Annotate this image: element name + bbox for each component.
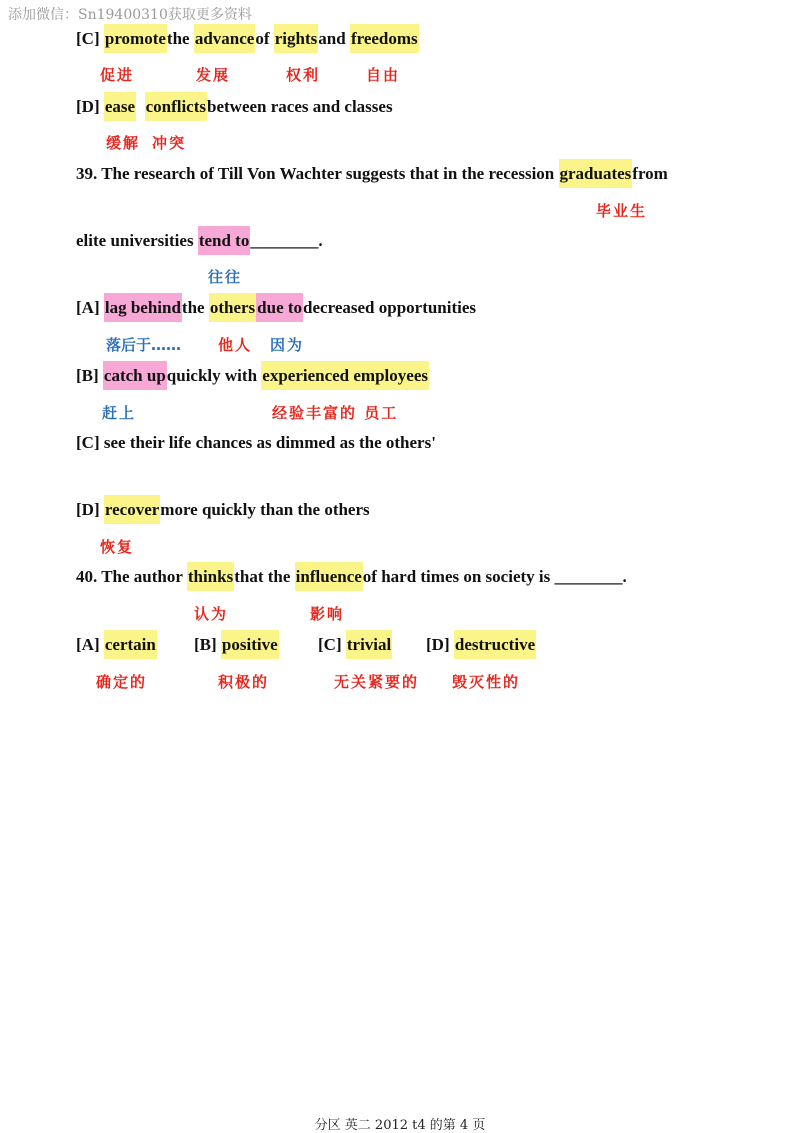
highlight-conflicts: conflicts [145, 92, 207, 121]
annotation: 经验丰富的 员工 [272, 404, 399, 422]
q40-option-d [426, 634, 536, 656]
word: that the [234, 567, 291, 586]
highlight-recover: recover [104, 495, 160, 524]
option-label: [C] [76, 433, 100, 452]
word: the [166, 29, 190, 48]
annotation: 缓解 [106, 134, 141, 152]
word: more quickly than the others [160, 500, 370, 519]
word: of [255, 29, 270, 48]
highlight-tend-to: tend to [198, 226, 251, 255]
highlight-due-to: due to [256, 293, 303, 322]
q39-option-c [76, 432, 436, 454]
q38-option-d [76, 96, 393, 118]
option-label: [B] [194, 635, 217, 654]
word: and [318, 29, 346, 48]
annotation: 因为 [270, 336, 305, 354]
highlight-trivial: trivial [346, 630, 392, 659]
page-footer: 分区 英二 2012 t4 的第 4 页 [314, 1118, 486, 1133]
q39-stem-line1 [76, 163, 668, 185]
annotation: 冲突 [152, 134, 187, 152]
question-text: 40. The author [76, 567, 183, 586]
highlight-thinks: thinks [187, 562, 234, 591]
q39-option-b [76, 365, 429, 387]
q39-option-a [76, 297, 476, 319]
annotation: 他人 [218, 336, 253, 354]
annotation: 落后于…… [106, 336, 182, 354]
highlight-promote: promote [104, 24, 167, 53]
option-label: [C] [318, 635, 342, 654]
annotation: 无关紧要的 [334, 673, 420, 691]
highlight-catch-up: catch up [103, 361, 167, 390]
option-label: [D] [76, 500, 100, 519]
option-label: [D] [76, 97, 100, 116]
highlight-influence: influence [295, 562, 363, 591]
highlight-rights: rights [274, 24, 319, 53]
annotation: 促进 [100, 66, 135, 84]
q40-option-a [76, 634, 157, 656]
word: of hard times on society is ________. [362, 567, 627, 586]
highlight-graduates: graduates [559, 159, 633, 188]
annotation: 积极的 [218, 673, 270, 691]
q40-stem [76, 566, 627, 588]
option-label: [D] [426, 635, 450, 654]
highlight-certain: certain [104, 630, 157, 659]
highlight-freedoms: freedoms [350, 24, 419, 53]
question-text: 39. The research of Till Von Wachter suggests that in the recession [76, 164, 555, 183]
option-label: [A] [76, 298, 100, 317]
option-label: [C] [76, 29, 100, 48]
annotation: 往往 [208, 268, 243, 286]
word: between races and classes [207, 97, 393, 116]
highlight-lag-behind: lag behind [104, 293, 182, 322]
q40-option-b [194, 634, 279, 656]
highlight-advance: advance [194, 24, 256, 53]
annotation: 赶上 [102, 404, 137, 422]
highlight-destructive: destructive [454, 630, 536, 659]
word: quickly with [166, 366, 258, 385]
option-text: see their life chances as dimmed as the others' [103, 433, 436, 452]
watermark-text: 添加微信：Sn19400310获取更多资料 [8, 7, 252, 23]
highlight-others: others [209, 293, 256, 322]
question-text: elite universities [76, 231, 194, 250]
option-label: [B] [76, 366, 99, 385]
annotation: 权利 [286, 66, 321, 84]
annotation: 发展 [196, 66, 231, 84]
annotation: 确定的 [96, 673, 148, 691]
highlight-experienced-employees: experienced employees [261, 361, 429, 390]
word: decreased opportunities [303, 298, 477, 317]
annotation: 毁灭性的 [452, 673, 521, 691]
annotation: 毕业生 [596, 202, 648, 220]
blank: ________. [250, 231, 323, 250]
q38-option-c [76, 28, 419, 50]
annotation: 认为 [194, 605, 229, 623]
word: from [632, 164, 668, 183]
word: the [181, 298, 205, 317]
option-label: [A] [76, 635, 100, 654]
q39-stem-line2 [76, 230, 323, 252]
highlight-positive: positive [221, 630, 279, 659]
annotation: 恢复 [100, 538, 135, 556]
highlight-ease: ease [104, 92, 136, 121]
q39-option-d [76, 499, 370, 521]
annotation: 影响 [310, 605, 345, 623]
q40-option-c [318, 634, 392, 656]
annotation: 自由 [366, 66, 401, 84]
